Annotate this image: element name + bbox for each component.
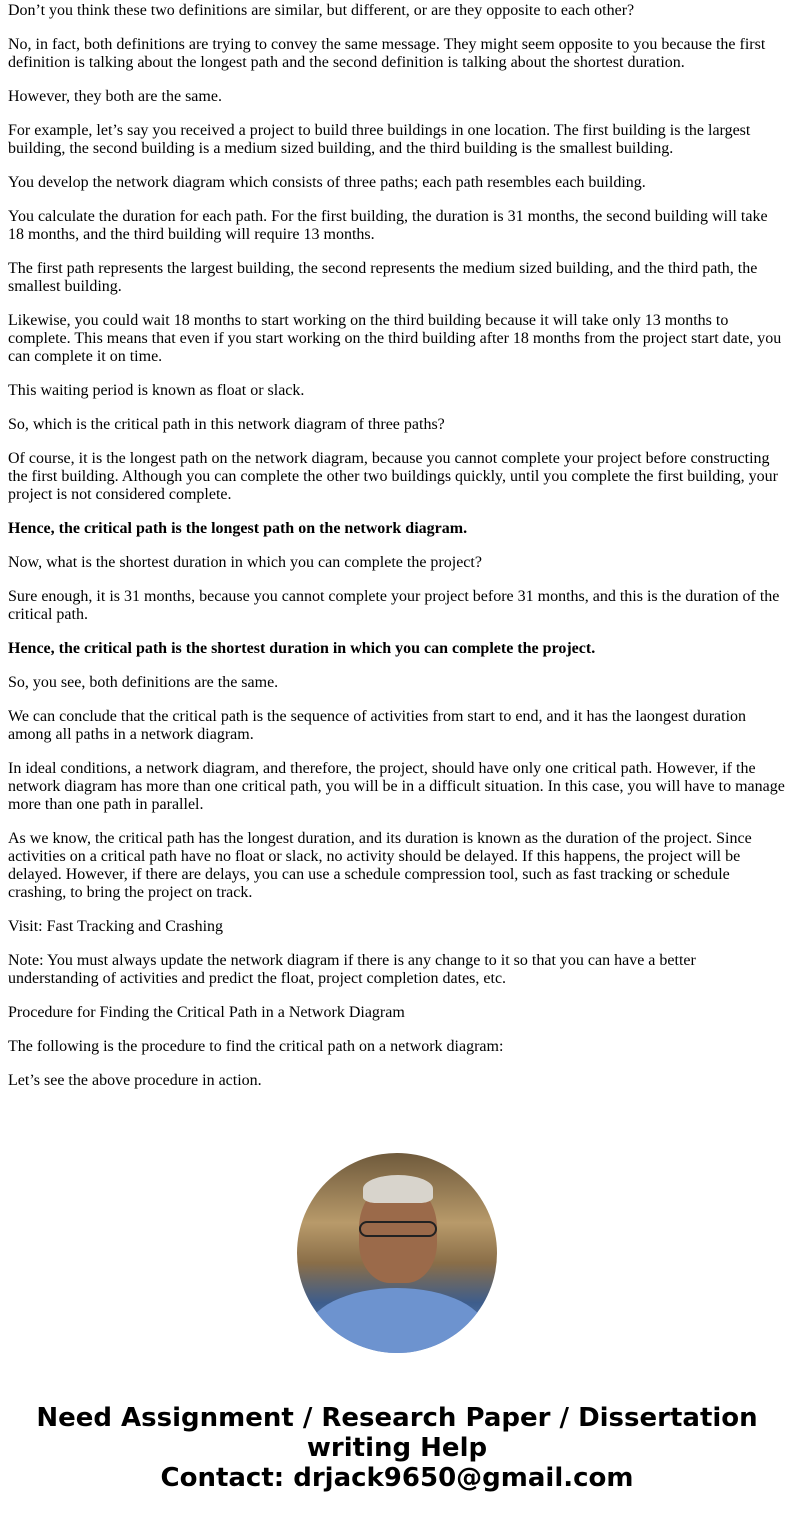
paragraph: We can conclude that the critical path is the sequence of activities from start to end, and it has the laongest duration among all paths in a network diagram. — [8, 708, 747, 743]
paragraph: This waiting period is known as float or slack. — [8, 382, 305, 399]
contact-banner — [0, 1403, 794, 1493]
bold-paragraph: Hence, the critical path is the shortest duration in which you can complete the project. — [8, 640, 596, 657]
paragraph: Don’t you think these two definitions are similar, but different, or are they opposite to each other? — [8, 2, 635, 19]
paragraph: So, which is the critical path in this network diagram of three paths? — [8, 416, 445, 433]
paragraph: Note: You must always update the network diagram if there is any change to it so that you can have a better understanding of activities and predict the float, project completion dates, etc. — [8, 952, 696, 987]
paragraph: Likewise, you could wait 18 months to start working on the third building because it will take only 13 months to complete. This means that even if you start working on the third building after 18 months from the project start date, you can complete it on time. — [8, 312, 782, 365]
paragraph: In ideal conditions, a network diagram, and therefore, the project, should have only one critical path. However, if the network diagram has more than one critical path, you will be in a difficult situation. In this case, you will have to manage more than one path in parallel. — [8, 760, 785, 813]
avatar-glasses — [359, 1221, 437, 1237]
paragraph: Visit: Fast Tracking and Crashing — [8, 918, 224, 935]
bold-paragraph: Hence, the critical path is the longest path on the network diagram. — [8, 520, 468, 537]
paragraph: Now, what is the shortest duration in which you can complete the project? — [8, 554, 482, 571]
paragraph: The following is the procedure to find the critical path on a network diagram: — [8, 1038, 504, 1055]
paragraph: Of course, it is the longest path on the network diagram, because you cannot complete your project before constructing the first building. Although you can complete the other two buildings quickly, until you complete the first building, your project is not considered complete. — [8, 450, 778, 503]
paragraph: You develop the network diagram which consists of three paths; each path resembles each building. — [8, 174, 646, 191]
avatar-hair — [363, 1175, 433, 1203]
cta-contact: Contact: drjack9650@gmail.com — [160, 1463, 634, 1493]
paragraph: No, in fact, both definitions are trying to convey the same message. They might seem opposite to you because the first definition is talking about the longest path and the second definition is talking about the shortest duration. — [8, 36, 766, 71]
cta-headline: Need Assignment / Research Paper / Dissertation writing Help — [36, 1403, 758, 1463]
article-body — [8, 2, 786, 1106]
paragraph: So, you see, both definitions are the same. — [8, 674, 279, 691]
paragraph: Procedure for Finding the Critical Path in a Network Diagram — [8, 1004, 405, 1021]
paragraph: The first path represents the largest building, the second represents the medium sized building, and the third path, the smallest building. — [8, 260, 758, 295]
paragraph: For example, let’s say you received a project to build three buildings in one location. The first building is the largest building, the second building is a medium sized building, and the third building is the smallest building. — [8, 122, 751, 157]
avatar-shirt — [307, 1288, 487, 1353]
paragraph: As we know, the critical path has the longest duration, and its duration is known as the duration of the project. Since activities on a critical path have no float or slack, no activity should be delayed. If this happens, the project will be delayed. However, if there are delays, you can use a schedule compression tool, such as fast tracking or schedule crashing, to bring the project on track. — [8, 830, 752, 901]
author-avatar — [297, 1153, 497, 1353]
paragraph: Let’s see the above procedure in action. — [8, 1072, 262, 1089]
paragraph: Sure enough, it is 31 months, because you cannot complete your project before 31 months, and this is the duration of the critical path. — [8, 588, 780, 623]
paragraph: However, they both are the same. — [8, 88, 222, 105]
paragraph: You calculate the duration for each path. For the first building, the duration is 31 months, the second building will take 18 months, and the third building will require 13 months. — [8, 208, 768, 243]
